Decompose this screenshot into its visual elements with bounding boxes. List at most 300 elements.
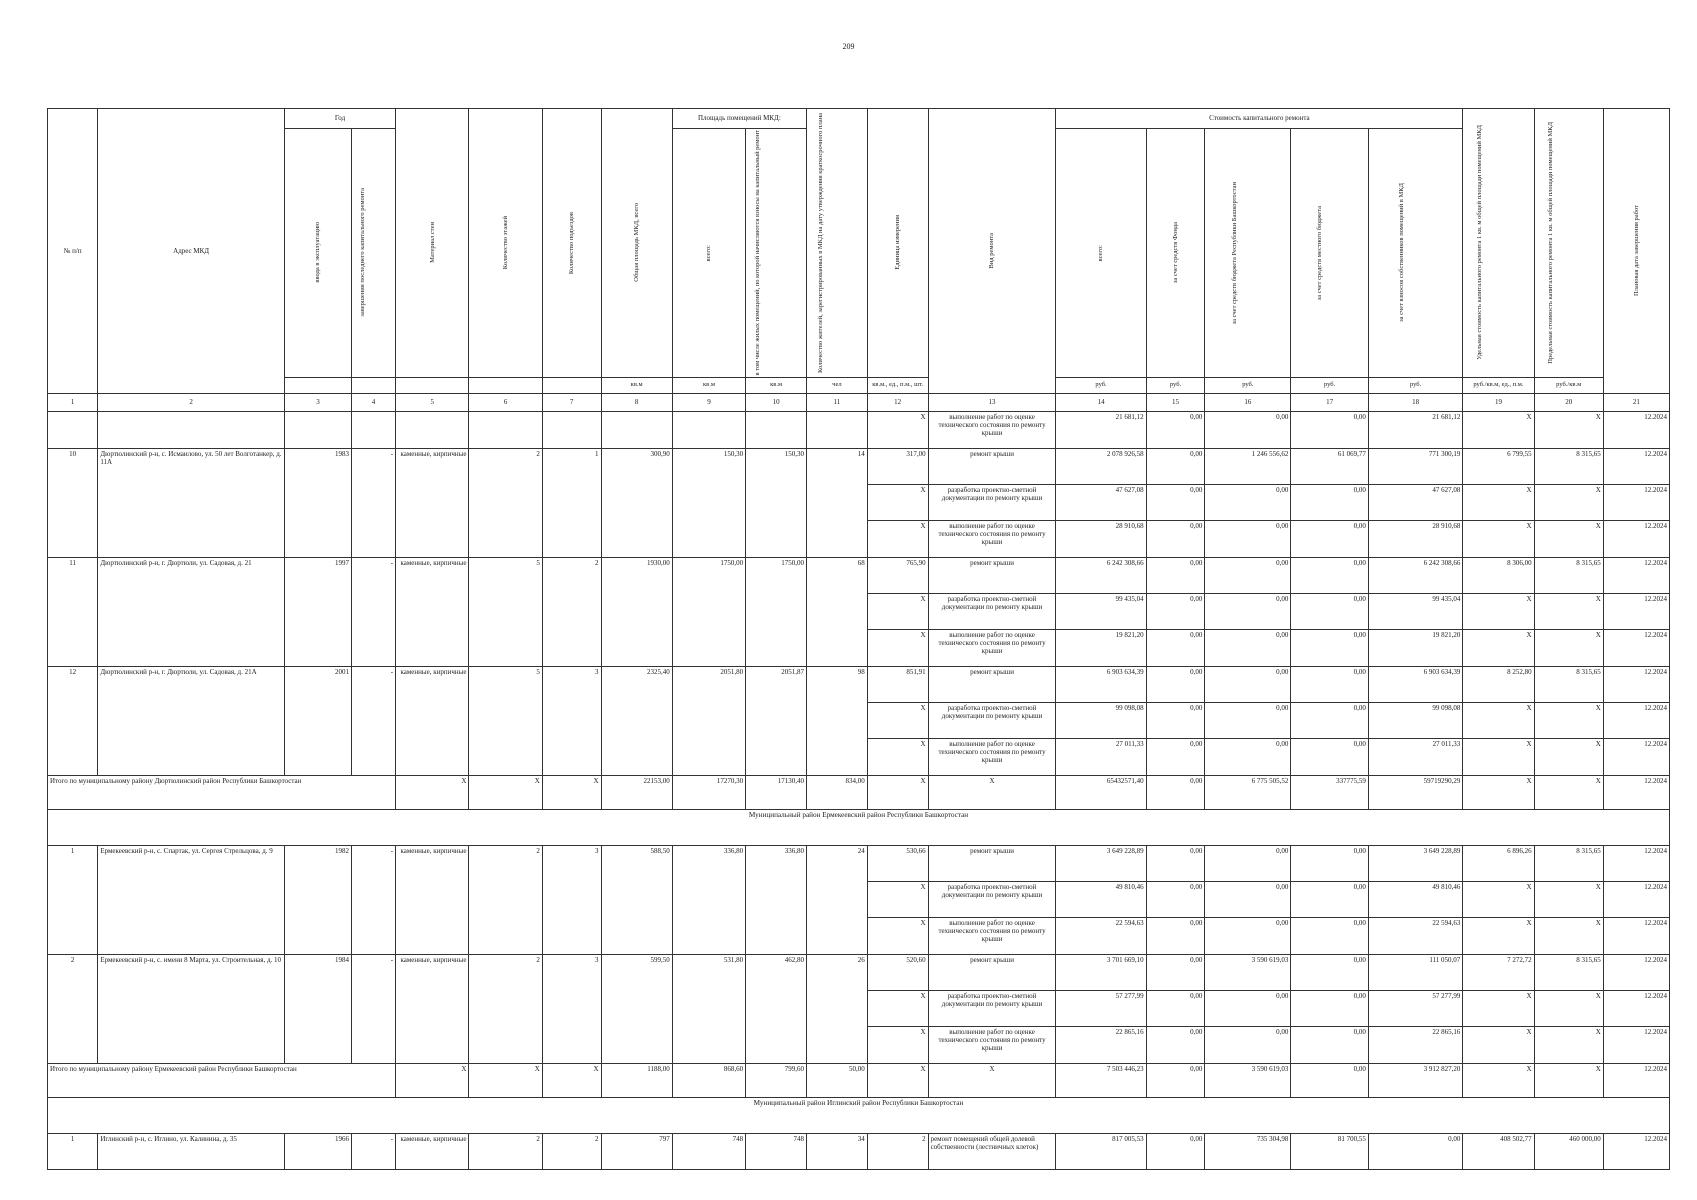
cell-year-last-repair: -	[352, 845, 396, 954]
cell-cost-fund: 0,00	[1146, 629, 1205, 666]
cell-cost-local: 0,00	[1291, 484, 1369, 520]
unit-cost-total: руб.	[1056, 377, 1146, 393]
cell-specific-cost: X	[1463, 1026, 1534, 1063]
cell-max-cost: 8 315,65	[1534, 448, 1603, 484]
section-row	[48, 809, 1670, 845]
cell-cost-fund: 0,00	[1146, 448, 1205, 484]
cell-cost-owners: 28 910,68	[1368, 520, 1462, 557]
cell-wall-material: каменные, кирпичные	[396, 845, 469, 954]
cell-cost-republic: 0,00	[1205, 411, 1291, 448]
cell-date: 12.2024	[1603, 1063, 1669, 1097]
cell-unit: 765,90	[867, 557, 928, 593]
col-num: 19	[1463, 393, 1534, 411]
cell-specific-cost: X	[1463, 881, 1534, 917]
table-row	[48, 411, 1670, 448]
cell-total-area: 599,50	[601, 954, 672, 1063]
cell-cost-fund: 0,00	[1146, 557, 1205, 593]
cell-specific-cost: X	[1463, 411, 1534, 448]
cell-date: 12.2024	[1603, 881, 1669, 917]
cell-max-cost: X	[1534, 881, 1603, 917]
cell-floors: X	[469, 1063, 542, 1097]
cell-year-last-repair: -	[352, 666, 396, 775]
cell-date: 12.2024	[1603, 557, 1669, 593]
unit-premises-total: кв.м	[672, 377, 745, 393]
cell-unit: 520,60	[867, 954, 928, 990]
cell-max-cost: 8 315,65	[1534, 954, 1603, 990]
col-num: 6	[469, 393, 542, 411]
cell-address: Дюртюлинский р-н, г. Дюртюли, ул. Садовая, д. 21	[98, 557, 285, 666]
cell-repair-type: разработка проектно-сметной документации по ремонту крыши	[928, 702, 1056, 738]
cell-cost-total: 22 594,63	[1056, 917, 1146, 954]
cell-date: 12.2024	[1603, 845, 1669, 881]
cell-cost-total: 817 005,53	[1056, 1133, 1146, 1169]
cell-entrances: 3	[542, 845, 601, 954]
cell-year-commission: 1997	[284, 557, 351, 666]
cell-max-cost: X	[1534, 1063, 1603, 1097]
cell-cost-fund: 0,00	[1146, 1133, 1205, 1169]
hdr-specific-cost: Удельная стоимость капитального ремонта 1 кв. м общей площади помещений МКД	[1463, 109, 1534, 378]
hdr-unit: Единица измерения	[867, 109, 928, 378]
cell-floors: 2	[469, 845, 542, 954]
cell-premises-total: 336,80	[672, 845, 745, 954]
cell-cost-owners: 771 300,19	[1368, 448, 1462, 484]
cell-max-cost: X	[1534, 629, 1603, 666]
cell-date: 12.2024	[1603, 484, 1669, 520]
cell-max-cost: X	[1534, 520, 1603, 557]
hdr-blank-3	[284, 377, 351, 393]
cell-premises-total: 748	[672, 1133, 745, 1169]
cell-residents: 34	[806, 1133, 867, 1169]
cell-wall-material: каменные, кирпичные	[396, 448, 469, 557]
column-numbers-row	[48, 393, 1670, 411]
cell-wall-material: каменные, кирпичные	[396, 1133, 469, 1169]
cell-premises-fund: 150,30	[746, 448, 807, 557]
unit-measure: кв.м., ед., п.м., шт.	[867, 377, 928, 393]
cell-floors: 2	[469, 448, 542, 557]
unit-max-cost: руб./кв.м	[1534, 377, 1603, 393]
cell-unit: X	[867, 629, 928, 666]
cell-date: 12.2024	[1603, 448, 1669, 484]
cell-entrances: 2	[542, 1133, 601, 1169]
cell-cost-fund: 0,00	[1146, 845, 1205, 881]
cell-max-cost: X	[1534, 775, 1603, 809]
hdr-blank-6	[469, 377, 542, 393]
cell-unit: X	[867, 775, 928, 809]
cell-address: Иглинский р-н, с. Иглино, ул. Калинина, д. 35	[98, 1133, 285, 1169]
cell-cost-local: 0,00	[1291, 411, 1369, 448]
cell-max-cost: X	[1534, 484, 1603, 520]
cell-premises-fund: 748	[746, 1133, 807, 1169]
cell-max-cost: 8 315,65	[1534, 845, 1603, 881]
cell-cost-fund: 0,00	[1146, 702, 1205, 738]
cell-wall-material: каменные, кирпичные	[396, 557, 469, 666]
page-number: 209	[842, 42, 855, 51]
col-num: 14	[1056, 393, 1146, 411]
col-num: 4	[352, 393, 396, 411]
cell-premises-total: 1750,00	[672, 557, 745, 666]
col-num: 3	[284, 393, 351, 411]
cell-cost-total: 21 681,12	[1056, 411, 1146, 448]
hdr-residents: Количество жителей, зарегистрированных в МКД на дату утверждения краткосрочного плана	[806, 109, 867, 378]
unit-cost-fund: руб.	[1146, 377, 1205, 393]
cell-cost-owners: 47 627,08	[1368, 484, 1462, 520]
cell-repair-type: ремонт крыши	[928, 845, 1056, 881]
cell-cost-owners: 22 865,16	[1368, 1026, 1462, 1063]
cell-cost-local: 0,00	[1291, 557, 1369, 593]
cell-wall-material: каменные, кирпичные	[396, 954, 469, 1063]
cell-date: 12.2024	[1603, 954, 1669, 990]
cell-cost-local: 0,00	[1291, 738, 1369, 775]
cell-repair-type: выполнение работ по оценке технического состояния по ремонту крыши	[928, 738, 1056, 775]
cell-floors: X	[469, 775, 542, 809]
cell-cost-owners: 3 912 827,20	[1368, 1063, 1462, 1097]
cell-cost-total: 7 503 446,23	[1056, 1063, 1146, 1097]
unit-total-area: кв.м	[601, 377, 672, 393]
col-num: 2	[98, 393, 285, 411]
cell-unit: 317,00	[867, 448, 928, 484]
cell-cost-republic: 6 775 505,52	[1205, 775, 1291, 809]
table-row	[48, 845, 1670, 881]
cell-total-area: 1930,00	[601, 557, 672, 666]
cell-floors: 2	[469, 1133, 542, 1169]
cell-premises-fund: 1750,00	[746, 557, 807, 666]
cell-cost-total: 28 910,68	[1056, 520, 1146, 557]
cell-address: Ермекеевский р-н, с. Спартак, ул. Сергея Стрельцова, д. 9	[98, 845, 285, 954]
cell-total-area: 1188,00	[601, 1063, 672, 1097]
cell-cost-owners: 99 435,04	[1368, 593, 1462, 629]
section-row	[48, 1097, 1670, 1133]
cell-year-last-repair: -	[352, 1133, 396, 1169]
cell-total-label: Итого по муниципальному району Ермекеевский район Республики Башкортостан	[48, 1063, 396, 1097]
cell-cost-owners: 19 821,20	[1368, 629, 1462, 666]
cell-cost-republic: 0,00	[1205, 845, 1291, 881]
cell-cost-republic: 0,00	[1205, 990, 1291, 1026]
cell-no: 1	[48, 1133, 98, 1169]
total-row	[48, 1063, 1670, 1097]
cell-cost-republic: 1 246 556,62	[1205, 448, 1291, 484]
cell-cost-total: 99 435,04	[1056, 593, 1146, 629]
cell-residents: 26	[806, 954, 867, 1063]
cell-cost-republic: 0,00	[1205, 557, 1291, 593]
col-num: 8	[601, 393, 672, 411]
cell-total-area: 797	[601, 1133, 672, 1169]
cell-unit: X	[867, 484, 928, 520]
cell-unit: 530,66	[867, 845, 928, 881]
cell-no: 2	[48, 954, 98, 1063]
cell-cost-local: 0,00	[1291, 881, 1369, 917]
cell-wall-material: каменные, кирпичные	[396, 666, 469, 775]
cell-year-commission: 1966	[284, 1133, 351, 1169]
cell-cost-local: 0,00	[1291, 520, 1369, 557]
cell-premises-fund: 17130,40	[746, 775, 807, 809]
cell-date: 12.2024	[1603, 666, 1669, 702]
cell-repair-type: X	[928, 1063, 1056, 1097]
cell-year-commission: 1984	[284, 954, 351, 1063]
cell-cost-republic: 3 590 619,03	[1205, 1063, 1291, 1097]
cell-repair-type: выполнение работ по оценке технического состояния по ремонту крыши	[928, 1026, 1056, 1063]
cell-repair-type: разработка проектно-сметной документации по ремонту крыши	[928, 881, 1056, 917]
hdr-blank-5	[396, 377, 469, 393]
unit-specific-cost: руб./кв.м, ед., п.м.	[1463, 377, 1534, 393]
cell-cost-fund: 0,00	[1146, 1063, 1205, 1097]
cell-cost-republic: 0,00	[1205, 593, 1291, 629]
cell-cost-republic: 3 590 619,03	[1205, 954, 1291, 990]
hdr-blank-4	[352, 377, 396, 393]
cell-unit: X	[867, 520, 928, 557]
cell-address: Дюртюлинский р-н, с. Исмаилово, ул. 50 лет Волготанкер, д. 11А	[98, 448, 285, 557]
cell-premises-total: 17270,30	[672, 775, 745, 809]
cell-repair-type: ремонт крыши	[928, 954, 1056, 990]
cell-cost-fund: 0,00	[1146, 484, 1205, 520]
cell-year-commission: 2001	[284, 666, 351, 775]
hdr-cost-fund: за счет средств Фонда	[1146, 129, 1205, 378]
col-num: 7	[542, 393, 601, 411]
cell-premises-fund: 799,60	[746, 1063, 807, 1097]
cell-repair-type: X	[928, 775, 1056, 809]
cell-cost-total: 3 701 669,10	[1056, 954, 1146, 990]
cell-max-cost: X	[1534, 738, 1603, 775]
cell-specific-cost: X	[1463, 702, 1534, 738]
hdr-address: Адрес МКД	[98, 109, 285, 394]
cell-floors: 5	[469, 557, 542, 666]
cell-date: 12.2024	[1603, 917, 1669, 954]
cell-cost-fund: 0,00	[1146, 738, 1205, 775]
capital-repair-table	[47, 108, 1670, 1170]
cell-wall-material: X	[396, 775, 469, 809]
cell-cost-fund: 0,00	[1146, 775, 1205, 809]
cell-cost-total: 49 810,46	[1056, 881, 1146, 917]
cell-entrances: X	[542, 775, 601, 809]
cell-cost-owners: 22 594,63	[1368, 917, 1462, 954]
cell-year-last-repair: -	[352, 557, 396, 666]
cell-entrances: 3	[542, 666, 601, 775]
cell-date: 12.2024	[1603, 629, 1669, 666]
cell-cost-owners: 3 649 228,89	[1368, 845, 1462, 881]
cell-cost-owners: 6 242 308,66	[1368, 557, 1462, 593]
cell-cost-republic: 0,00	[1205, 666, 1291, 702]
cell-specific-cost: X	[1463, 593, 1534, 629]
table-row	[48, 1133, 1670, 1169]
cell-repair-type: разработка проектно-сметной документации по ремонту крыши	[928, 484, 1056, 520]
cell-cost-total: 27 011,33	[1056, 738, 1146, 775]
cell-cost-owners: 99 098,08	[1368, 702, 1462, 738]
cell-specific-cost: X	[1463, 738, 1534, 775]
cell-cost-local: 0,00	[1291, 629, 1369, 666]
cell-cost-fund: 0,00	[1146, 1026, 1205, 1063]
cell-unit: X	[867, 738, 928, 775]
cell-cost-local: 0,00	[1291, 845, 1369, 881]
cell-cost-owners: 6 903 634,39	[1368, 666, 1462, 702]
cell-cost-owners: 57 277,99	[1368, 990, 1462, 1026]
cell-repair-type: выполнение работ по оценке технического состояния по ремонту крыши	[928, 917, 1056, 954]
cell-date: 12.2024	[1603, 702, 1669, 738]
cell-cost-total: 47 627,08	[1056, 484, 1146, 520]
cell-date: 12.2024	[1603, 990, 1669, 1026]
hdr-repair-type: Вид ремонта	[928, 109, 1056, 394]
cell-max-cost: 8 315,65	[1534, 557, 1603, 593]
section-title: Муниципальный район Ермекеевский район Республики Башкортостан	[48, 809, 1670, 845]
hdr-planned-date: Плановая дата завершения работ	[1603, 109, 1669, 394]
cell-floors: 5	[469, 666, 542, 775]
cell-residents: 68	[806, 557, 867, 666]
col-num: 12	[867, 393, 928, 411]
col-num: 18	[1368, 393, 1462, 411]
hdr-blank-7	[542, 377, 601, 393]
cell-cost-fund: 0,00	[1146, 593, 1205, 629]
total-row	[48, 775, 1670, 809]
col-num: 15	[1146, 393, 1205, 411]
cell-specific-cost: 8 306,00	[1463, 557, 1534, 593]
cell-residents: 50,00	[806, 1063, 867, 1097]
cell-residents: 834,00	[806, 775, 867, 809]
hdr-year-group: Год	[284, 109, 395, 129]
cell-cost-fund: 0,00	[1146, 520, 1205, 557]
hdr-year-last-repair: завершения последнего капитального ремонта	[352, 129, 396, 378]
cell-unit: X	[867, 881, 928, 917]
hdr-cost-group: Стоимость капитального ремонта	[1056, 109, 1463, 129]
cell-specific-cost: X	[1463, 629, 1534, 666]
col-num: 9	[672, 393, 745, 411]
cell-cost-total: 57 277,99	[1056, 990, 1146, 1026]
hdr-entrances: Количество подъездов	[542, 109, 601, 378]
cell-year-commission: 1983	[284, 448, 351, 557]
cell-cost-owners: 21 681,12	[1368, 411, 1462, 448]
cell-max-cost: X	[1534, 702, 1603, 738]
cell-repair-type: ремонт помещений общей долевой собственности (лестничных клеток)	[928, 1133, 1056, 1169]
cell-cost-local: 0,00	[1291, 702, 1369, 738]
cell-unit: X	[867, 411, 928, 448]
hdr-cost-total: всего:	[1056, 129, 1146, 378]
table-row	[48, 557, 1670, 593]
cell-unit: X	[867, 917, 928, 954]
cell-repair-type: выполнение работ по оценке технического состояния по ремонту крыши	[928, 629, 1056, 666]
cell-max-cost: X	[1534, 1026, 1603, 1063]
cell-cost-total: 19 821,20	[1056, 629, 1146, 666]
hdr-premises-total: всего:	[672, 129, 745, 378]
col-num: 5	[396, 393, 469, 411]
cell-cost-total: 3 649 228,89	[1056, 845, 1146, 881]
cell-cost-local: 0,00	[1291, 990, 1369, 1026]
cell-entrances: 2	[542, 557, 601, 666]
table-row	[48, 666, 1670, 702]
cell-total-label: Итого по муниципальному району Дюртюлинский район Республики Башкортостан	[48, 775, 396, 809]
cell-wall-material: X	[396, 1063, 469, 1097]
cell-max-cost: X	[1534, 990, 1603, 1026]
cell-entrances: 1	[542, 448, 601, 557]
hdr-premises-group: Площадь помещений МКД:	[672, 109, 806, 129]
cell-premises-fund: 2051,87	[746, 666, 807, 775]
hdr-cost-owners: за счет взносов собственников помещений в МКД	[1368, 129, 1462, 378]
cell-specific-cost: X	[1463, 484, 1534, 520]
cell-max-cost: X	[1534, 411, 1603, 448]
cell-cost-republic: 0,00	[1205, 520, 1291, 557]
col-num: 17	[1291, 393, 1369, 411]
cell-cost-owners: 0,00	[1368, 1133, 1462, 1169]
cell-total-area: 588,50	[601, 845, 672, 954]
table-row	[48, 954, 1670, 990]
hdr-max-cost: Предельная стоимость капитального ремонта 1 кв. м общей площади помещений МКД	[1534, 109, 1603, 378]
cell-cost-local: 81 700,55	[1291, 1133, 1369, 1169]
hdr-total-area: Общая площадь МКД, всего	[601, 109, 672, 378]
cell-specific-cost: 7 272,72	[1463, 954, 1534, 990]
cell-cost-fund: 0,00	[1146, 666, 1205, 702]
cell-cost-owners: 27 011,33	[1368, 738, 1462, 775]
hdr-cost-local: за счет средств местного бюджета	[1291, 129, 1369, 378]
cell-unit: X	[867, 1063, 928, 1097]
cell-cost-local: 0,00	[1291, 1063, 1369, 1097]
cell-cost-owners: 49 810,46	[1368, 881, 1462, 917]
cell-cost-total: 22 865,16	[1056, 1026, 1146, 1063]
cell-cost-local: 0,00	[1291, 593, 1369, 629]
cell-premises-fund: 336,80	[746, 845, 807, 954]
cell-cost-republic: 0,00	[1205, 484, 1291, 520]
cell-repair-type: ремонт крыши	[928, 557, 1056, 593]
cell-entrances: 3	[542, 954, 601, 1063]
hdr-floors: Количество этажей	[469, 109, 542, 378]
cell-specific-cost: 6 799,55	[1463, 448, 1534, 484]
cell-cost-fund: 0,00	[1146, 954, 1205, 990]
cell-specific-cost: 6 896,26	[1463, 845, 1534, 881]
cell-unit: X	[867, 702, 928, 738]
capital-repair-table-wrapper	[47, 108, 1670, 1170]
cell-cost-local: 0,00	[1291, 1026, 1369, 1063]
cell-cost-fund: 0,00	[1146, 917, 1205, 954]
cell-total-area: 2325,40	[601, 666, 672, 775]
unit-cost-owners: руб.	[1368, 377, 1462, 393]
cell-specific-cost: X	[1463, 520, 1534, 557]
cell-entrances: X	[542, 1063, 601, 1097]
cell-cost-republic: 0,00	[1205, 881, 1291, 917]
cell-max-cost: 8 315,65	[1534, 666, 1603, 702]
col-num: 21	[1603, 393, 1669, 411]
cell-cost-fund: 0,00	[1146, 990, 1205, 1026]
cell-specific-cost: 408 502,77	[1463, 1133, 1534, 1169]
cell-cost-fund: 0,00	[1146, 881, 1205, 917]
cell-premises-total: 531,80	[672, 954, 745, 1063]
unit-cost-local: руб.	[1291, 377, 1369, 393]
cell-premises-total: 868,60	[672, 1063, 745, 1097]
cell-date: 12.2024	[1603, 775, 1669, 809]
cell-unit: 851,91	[867, 666, 928, 702]
cell-max-cost: X	[1534, 593, 1603, 629]
cell-no: 12	[48, 666, 98, 775]
cell-repair-type: разработка проектно-сметной документации по ремонту крыши	[928, 593, 1056, 629]
col-num: 11	[806, 393, 867, 411]
cell-cost-owners: 59719290,29	[1368, 775, 1462, 809]
hdr-year-commission: ввода в эксплуатацию	[284, 129, 351, 378]
cell-date: 12.2024	[1603, 1026, 1669, 1063]
cell-total-area: 22153,00	[601, 775, 672, 809]
cell-cost-local: 0,00	[1291, 917, 1369, 954]
cell-cost-republic: 0,00	[1205, 738, 1291, 775]
cell-cost-total: 6 242 308,66	[1056, 557, 1146, 593]
cell-cost-total: 2 078 926,58	[1056, 448, 1146, 484]
cell-repair-type: ремонт крыши	[928, 666, 1056, 702]
cell-max-cost: 460 000,00	[1534, 1133, 1603, 1169]
cell-specific-cost: X	[1463, 775, 1534, 809]
cell-cost-local: 0,00	[1291, 666, 1369, 702]
unit-residents: чел	[806, 377, 867, 393]
cell-cost-owners: 111 050,07	[1368, 954, 1462, 990]
cell-no: 11	[48, 557, 98, 666]
col-num: 20	[1534, 393, 1603, 411]
hdr-cost-republic: за счет средств бюджета Республики Башкортостан	[1205, 129, 1291, 378]
cell-cost-republic: 0,00	[1205, 629, 1291, 666]
cell-cost-total: 65432571,40	[1056, 775, 1146, 809]
cell-cost-local: 61 069,77	[1291, 448, 1369, 484]
cell-residents: 24	[806, 845, 867, 954]
cell-specific-cost: X	[1463, 917, 1534, 954]
